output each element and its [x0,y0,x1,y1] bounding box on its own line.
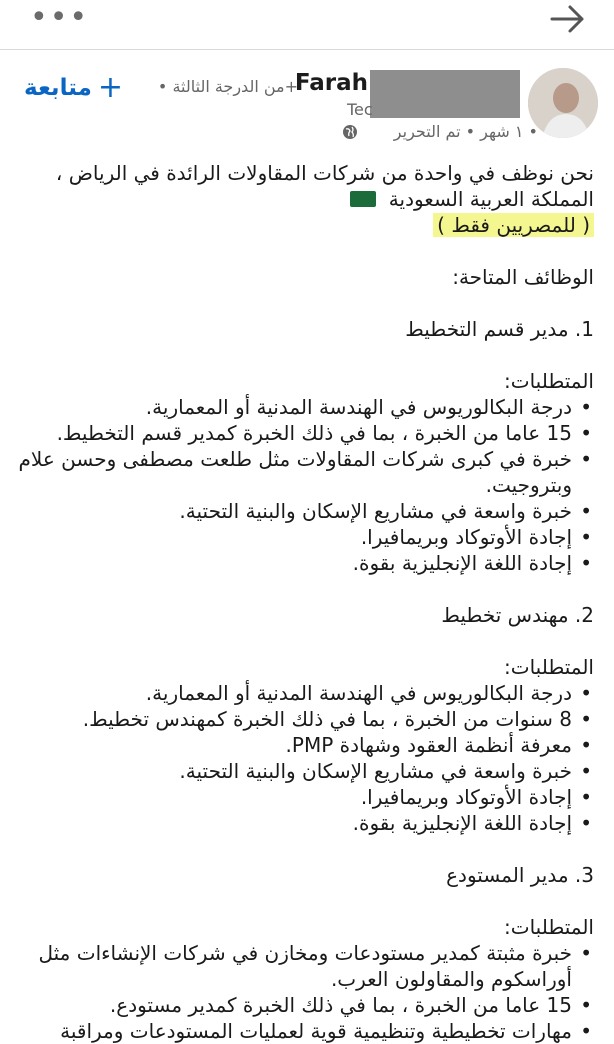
requirement-item: • إجادة الأوتوكاد وبريمافيرا. [14,784,594,810]
globe-icon [342,124,358,140]
requirement-item: • خبرة واسعة في مشاريع الإسكان والبنية التحتية. [14,758,594,784]
requirement-item: • إجادة الأوتوكاد وبريمافيرا. [14,524,594,550]
requirement-item: • مهارات تخطيطية وتنظيمية قوية لعمليات المستودعات ومراقبة [14,1018,594,1044]
post-body [14,160,594,1044]
author-subtitle: Tec [347,100,373,119]
more-horizontal-icon[interactable]: ••• [30,0,90,35]
connection-degree: • من الدرجة الثالثة+ [157,77,298,96]
requirement-item: • خبرة مثبتة كمدير مستودعات ومخازن في شركات الإنشاءات مثل أوراسكوم والمقاولون العرب. [14,940,594,992]
requirements-label: المتطلبات: [504,655,594,679]
job-title: 2. مهندس تخطيط [441,603,594,627]
post-time: ١ شهر • تم التحرير • [393,122,538,141]
requirement-item: • 15 عاما من الخبرة ، بما في ذلك الخبرة كمدير قسم التخطيط. [14,420,594,446]
job-title: 3. مدير المستودع [446,863,594,887]
jobs-heading: الوظائف المتاحة: [452,265,594,289]
follow-button[interactable] [24,70,123,105]
author-name[interactable]: Farah [294,70,368,96]
requirement-item: • درجة البكالوريوس في الهندسة المدنية أو المعمارية. [14,394,594,420]
requirements-label: المتطلبات: [504,915,594,939]
requirement-item: • درجة البكالوريوس في الهندسة المدنية أو المعمارية. [14,680,594,706]
requirement-item: • خبرة في كبرى شركات المقاولات مثل طلعت مصطفى وحسن علام وبتروجيت. [14,446,594,498]
redacted-block [370,70,520,118]
arrow-right-icon[interactable] [548,2,588,36]
requirement-item: • معرفة أنظمة العقود وشهادة PMP. [14,732,594,758]
requirement-item: • 15 عاما من الخبرة ، بما في ذلك الخبرة كمدير مستودع. [14,992,594,1018]
requirements-label: المتطلبات: [504,369,594,393]
requirement-item: • خبرة واسعة في مشاريع الإسكان والبنية التحتية. [14,498,594,524]
plus-icon: + [97,70,123,105]
header-divider [0,49,614,50]
highlighted-note: ( للمصريين فقط ) [433,213,594,237]
requirement-item: • إجادة اللغة الإنجليزية بقوة. [14,550,594,576]
intro-line: المملكة العربية السعودية [14,186,594,212]
requirement-item: • إجادة اللغة الإنجليزية بقوة. [14,810,594,836]
saudi-flag-icon [350,191,376,207]
avatar[interactable] [528,68,598,138]
job-title: 1. مدير قسم التخطيط [405,317,594,341]
requirement-item: • 8 سنوات من الخبرة ، بما في ذلك الخبرة كمهندس تخطيط. [14,706,594,732]
follow-label: متابعة [24,75,92,101]
top-bar [0,0,614,48]
intro-line: نحن نوظف في واحدة من شركات المقاولات الرائدة في الرياض ، [55,161,594,185]
